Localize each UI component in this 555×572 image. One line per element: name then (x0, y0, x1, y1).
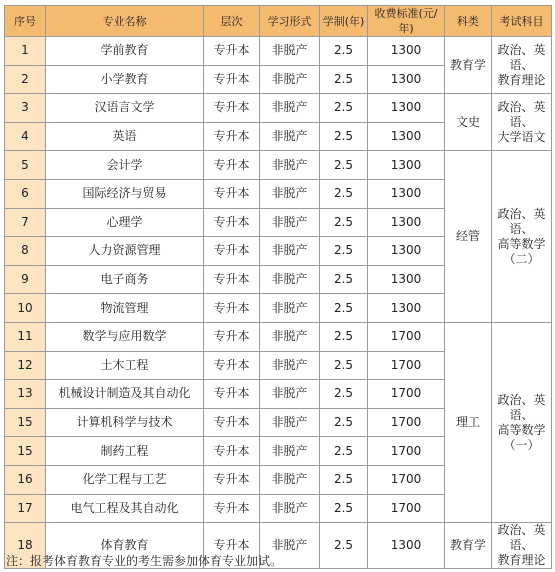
study-form: 非脱产 (260, 437, 320, 466)
category: 文史 (445, 94, 492, 151)
exam-subjects (492, 94, 552, 151)
category: 教育学 (445, 523, 492, 569)
fee: 1700 (368, 465, 445, 494)
major-name: 汉语言文学 (46, 94, 204, 123)
table-row (5, 94, 552, 123)
years: 2.5 (320, 65, 368, 94)
majors-table (4, 5, 552, 569)
years: 2.5 (320, 37, 368, 66)
years: 2.5 (320, 351, 368, 380)
exam-subjects (492, 322, 552, 522)
level: 专升本 (204, 179, 260, 208)
study-form: 非脱产 (260, 494, 320, 523)
table-row (5, 37, 552, 66)
fee: 1700 (368, 322, 445, 351)
header-major: 专业名称 (46, 6, 204, 37)
header-category: 科类 (445, 6, 492, 37)
years: 2.5 (320, 179, 368, 208)
exam-subjects-line1: 政治、英语、 (497, 206, 546, 236)
level: 专升本 (204, 37, 260, 66)
years: 2.5 (320, 437, 368, 466)
study-form: 非脱产 (260, 122, 320, 151)
fee: 1300 (368, 122, 445, 151)
fee: 1700 (368, 380, 445, 409)
level: 专升本 (204, 437, 260, 466)
years: 2.5 (320, 208, 368, 237)
study-form: 非脱产 (260, 465, 320, 494)
level: 专升本 (204, 237, 260, 266)
header-level: 层次 (204, 6, 260, 37)
exam-subjects (492, 37, 552, 94)
header-row (5, 6, 552, 37)
fee: 1300 (368, 294, 445, 323)
study-form: 非脱产 (260, 380, 320, 409)
level: 专升本 (204, 265, 260, 294)
major-name: 电气工程及其自动化 (46, 494, 204, 523)
major-name: 制药工程 (46, 437, 204, 466)
years: 2.5 (320, 465, 368, 494)
major-name: 人力资源管理 (46, 237, 204, 266)
major-name: 心理学 (46, 208, 204, 237)
study-form: 非脱产 (260, 151, 320, 180)
fee: 1700 (368, 494, 445, 523)
fee: 1700 (368, 437, 445, 466)
row-number: 18 (5, 523, 46, 569)
exam-subjects-line2: 大学语文 (497, 129, 546, 144)
exam-subjects-line1: 政治、英语、 (497, 99, 546, 129)
fee: 1300 (368, 179, 445, 208)
row-number: 13 (5, 380, 46, 409)
years: 2.5 (320, 494, 368, 523)
major-name: 小学教育 (46, 65, 204, 94)
study-form: 非脱产 (260, 208, 320, 237)
category: 理工 (445, 322, 492, 522)
study-form: 非脱产 (260, 94, 320, 123)
major-name: 数学与应用数学 (46, 322, 204, 351)
fee: 1700 (368, 408, 445, 437)
exam-subjects (492, 151, 552, 323)
header-no: 序号 (5, 6, 46, 37)
major-name: 物流管理 (46, 294, 204, 323)
header-years: 学制(年) (320, 6, 368, 37)
study-form: 非脱产 (260, 179, 320, 208)
header-study-form: 学习形式 (260, 6, 320, 37)
row-number: 8 (5, 237, 46, 266)
years: 2.5 (320, 94, 368, 123)
major-name: 英语 (46, 122, 204, 151)
level: 专升本 (204, 294, 260, 323)
row-number: 15 (5, 408, 46, 437)
years: 2.5 (320, 151, 368, 180)
major-name: 体育教育 (46, 523, 204, 569)
level: 专升本 (204, 465, 260, 494)
years: 2.5 (320, 294, 368, 323)
level: 专升本 (204, 122, 260, 151)
years: 2.5 (320, 380, 368, 409)
row-number: 7 (5, 208, 46, 237)
row-number: 2 (5, 65, 46, 94)
years: 2.5 (320, 237, 368, 266)
major-name: 国际经济与贸易 (46, 179, 204, 208)
level: 专升本 (204, 94, 260, 123)
fee: 1300 (368, 237, 445, 266)
study-form: 非脱产 (260, 322, 320, 351)
row-number: 10 (5, 294, 46, 323)
row-number: 17 (5, 494, 46, 523)
level: 专升本 (204, 380, 260, 409)
major-name: 会计学 (46, 151, 204, 180)
level: 专升本 (204, 494, 260, 523)
study-form: 非脱产 (260, 408, 320, 437)
years: 2.5 (320, 322, 368, 351)
level: 专升本 (204, 208, 260, 237)
fee: 1700 (368, 351, 445, 380)
header-fee: 收费标准(元/年) (368, 6, 445, 37)
exam-subjects-line1: 政治、英语、 (497, 523, 546, 553)
study-form: 非脱产 (260, 523, 320, 569)
major-name: 土木工程 (46, 351, 204, 380)
header-exam-subjects: 考试科目 (492, 6, 552, 37)
study-form: 非脱产 (260, 65, 320, 94)
level: 专升本 (204, 408, 260, 437)
major-name: 化学工程与工艺 (46, 465, 204, 494)
fee: 1300 (368, 94, 445, 123)
fee: 1300 (368, 265, 445, 294)
level: 专升本 (204, 523, 260, 569)
years: 2.5 (320, 265, 368, 294)
fee: 1300 (368, 151, 445, 180)
table-row (5, 151, 552, 180)
footnote: 注：报考体育教育专业的考生需参加体育专业加试。 (6, 554, 283, 568)
exam-subjects-line2: 教育理论 (497, 553, 546, 568)
years: 2.5 (320, 122, 368, 151)
category: 经管 (445, 151, 492, 323)
study-form: 非脱产 (260, 237, 320, 266)
level: 专升本 (204, 351, 260, 380)
exam-subjects-line2: 高等数学（一） (497, 422, 546, 452)
exam-subjects-line2: 教育理论 (497, 72, 546, 87)
fee: 1300 (368, 208, 445, 237)
major-name: 计算机科学与技术 (46, 408, 204, 437)
exam-subjects-line1: 政治、英语、 (497, 42, 546, 72)
fee: 1300 (368, 37, 445, 66)
fee: 1300 (368, 65, 445, 94)
row-number: 6 (5, 179, 46, 208)
years: 2.5 (320, 523, 368, 569)
level: 专升本 (204, 65, 260, 94)
row-number: 15 (5, 437, 46, 466)
row-number: 9 (5, 265, 46, 294)
study-form: 非脱产 (260, 265, 320, 294)
study-form: 非脱产 (260, 351, 320, 380)
level: 专升本 (204, 322, 260, 351)
years: 2.5 (320, 408, 368, 437)
row-number: 16 (5, 465, 46, 494)
row-number: 4 (5, 122, 46, 151)
category: 教育学 (445, 37, 492, 94)
row-number: 12 (5, 351, 46, 380)
row-number: 5 (5, 151, 46, 180)
exam-subjects (492, 523, 552, 569)
major-name: 电子商务 (46, 265, 204, 294)
major-name: 学前教育 (46, 37, 204, 66)
fee: 1300 (368, 523, 445, 569)
level: 专升本 (204, 151, 260, 180)
major-name: 机械设计制造及其自动化 (46, 380, 204, 409)
study-form: 非脱产 (260, 37, 320, 66)
row-number: 1 (5, 37, 46, 66)
exam-subjects-line1: 政治、英语、 (497, 392, 546, 422)
exam-subjects-line2: 高等数学（二） (497, 236, 546, 266)
row-number: 3 (5, 94, 46, 123)
study-form: 非脱产 (260, 294, 320, 323)
table-row (5, 322, 552, 351)
row-number: 11 (5, 322, 46, 351)
